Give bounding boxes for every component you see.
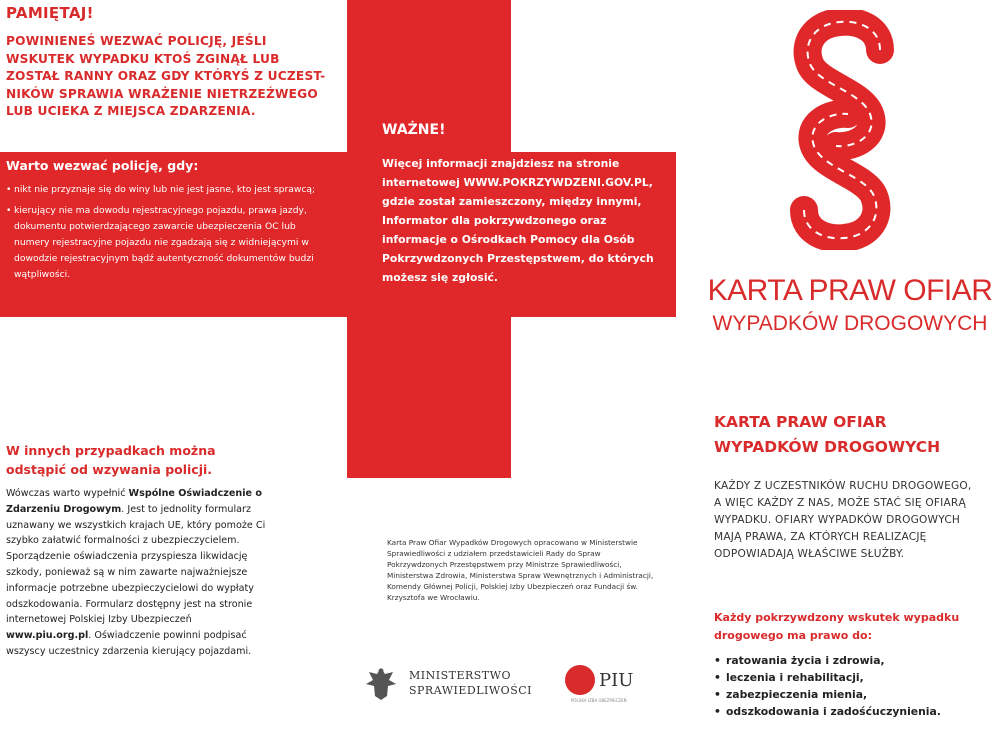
piu-url-link[interactable]: www.piu.org.pl bbox=[6, 630, 89, 642]
brand-subtitle: WYPADKÓW DROGOWYCH bbox=[712, 312, 988, 335]
rights-title: Każdy pokrzywdzony wskutek wypadku drogowego ma prawo do: bbox=[714, 611, 960, 642]
important-title: WAŻNE! bbox=[382, 122, 446, 138]
important-body: Więcej informacji znajdziesz na stronie internetowej WWW.POKRZYWDZENI.GOV.PL, gdzie został zamieszczony, między innymi, Informator dla pokrzywdzonego oraz informacje o Ośrodkach Pomocy dla Osób Pokrzywdzonych Przestępstwem, do których możesz się zgłosić. bbox=[382, 157, 654, 284]
eagle-emblem-icon bbox=[363, 664, 399, 704]
rights-item: • leczenia i rehabilitacji, bbox=[714, 669, 984, 686]
rights-list bbox=[714, 652, 984, 720]
other-cases-title: W innych przypadkach można odstąpić od wzywania policji. bbox=[6, 443, 216, 477]
police-list bbox=[6, 182, 326, 288]
rights-item: • odszkodowania i zadośćuczynienia. bbox=[714, 703, 984, 720]
warning-body: POWINIENEŚ WEZWAĆ POLICJĘ, JEŚLI WSKUTEK WYPADKU KTOŚ ZGINĄŁ LUB ZOSTAŁ RANNY ORAZ GDY KTÓRYŚ Z UCZEST-NIKÓW SPRAWIA WRAŻENIE NIETRZEŹWEGO LUB UCIEKA Z MIEJSCA ZDARZENIA. bbox=[6, 34, 326, 118]
ministry-logo bbox=[363, 664, 553, 704]
police-title: Warto wezwać policję, gdy: bbox=[6, 158, 199, 173]
other-body-end: . Oświadczenie powinni podpisać wszyscy uczestnicy zdarzenia kierujący pojazdami. bbox=[6, 630, 252, 657]
piu-subtitle: POLSKA IZBA UBEZPIECZEŃ bbox=[571, 698, 627, 703]
brand-title: KARTA PRAW OFIAR bbox=[707, 274, 993, 307]
ministry-line2: SPRAWIEDLIWOŚCI bbox=[409, 684, 532, 697]
other-body-text: . Jest to jednolity formularz uznawany we wszystkich krajach UE, który pomoże Ci szybko załatwić formalności z ubezpieczycielem. Sporządzenie oświadczenia przyspiesza likwidację szkody, ponieważ są w nim zawarte najważniejsze informacje potrzebne ubezpieczycielowi do wypłaty odszkodowania. Formularz dostępny jest na stronie internetowej Polskiej Izby Ubezpieczeń bbox=[6, 503, 266, 626]
right-title: KARTA PRAW OFIAR WYPADKÓW DROGOWYCH bbox=[714, 413, 941, 456]
police-item: • nikt nie przyznaje się do winy lub nie jest jasne, kto jest sprawcą; bbox=[6, 182, 326, 198]
rights-item: • zabezpieczenia mienia, bbox=[714, 686, 984, 703]
piu-name: PIU bbox=[599, 670, 634, 691]
paragraph-road-icon bbox=[762, 10, 922, 250]
ministry-name bbox=[409, 668, 532, 698]
warning-title: PAMIĘTAJ! bbox=[6, 4, 94, 22]
piu-logo bbox=[565, 662, 675, 706]
credits-text: Karta Praw Ofiar Wypadków Drogowych opracowano w Ministerstwie Sprawiedliwości z udziałem przedstawicieli Rady do Spraw Pokrzywdzonych Przestępstwem przy Ministrze Sprawiedliwości, Ministerstwa Zdrowia, Ministerstwa Spraw Wewnętrznych i Administracji, Komendy Głównej Policji, Polskiej Izby Ubezpieczeń oraz Fundacji św. Krzysztofa we Wrocławiu. bbox=[387, 538, 654, 602]
rights-item: • ratowania życia i zdrowia, bbox=[714, 652, 984, 669]
police-item: • kierujący nie ma dowodu rejestracyjnego pojazdu, prawa jazdy, dokumentu potwierdzającego zawarcie ubezpieczenia OC lub numery rejestracyjne pojazdu nie zgadzają się z widniejącymi w dowodzie rejestracyjnym bądź autentyczność dokumentów budzi wątpliwości. bbox=[6, 203, 326, 283]
right-body: KAŻDY Z UCZESTNIKÓW RUCHU DROGOWEGO, A WIĘC KAŻDY Z NAS, MOŻE STAĆ SIĘ OFIARĄ WYPADKU. OFIARY WYPADKÓW DROGOWYCH MAJĄ PRAWA, ZA KTÓRYCH REALIZACJĘ ODPOWIADAJĄ WŁAŚCIWE SŁUŻBY. bbox=[714, 480, 972, 560]
other-cases-body bbox=[6, 486, 276, 660]
form-name: Wspólne Oświadczenie o Zdarzeniu Drogowym bbox=[6, 488, 262, 515]
other-intro: Wówczas warto wypełnić bbox=[6, 488, 129, 499]
ministry-line1: MINISTERSTWO bbox=[409, 669, 511, 682]
piu-globe-icon bbox=[565, 665, 595, 695]
